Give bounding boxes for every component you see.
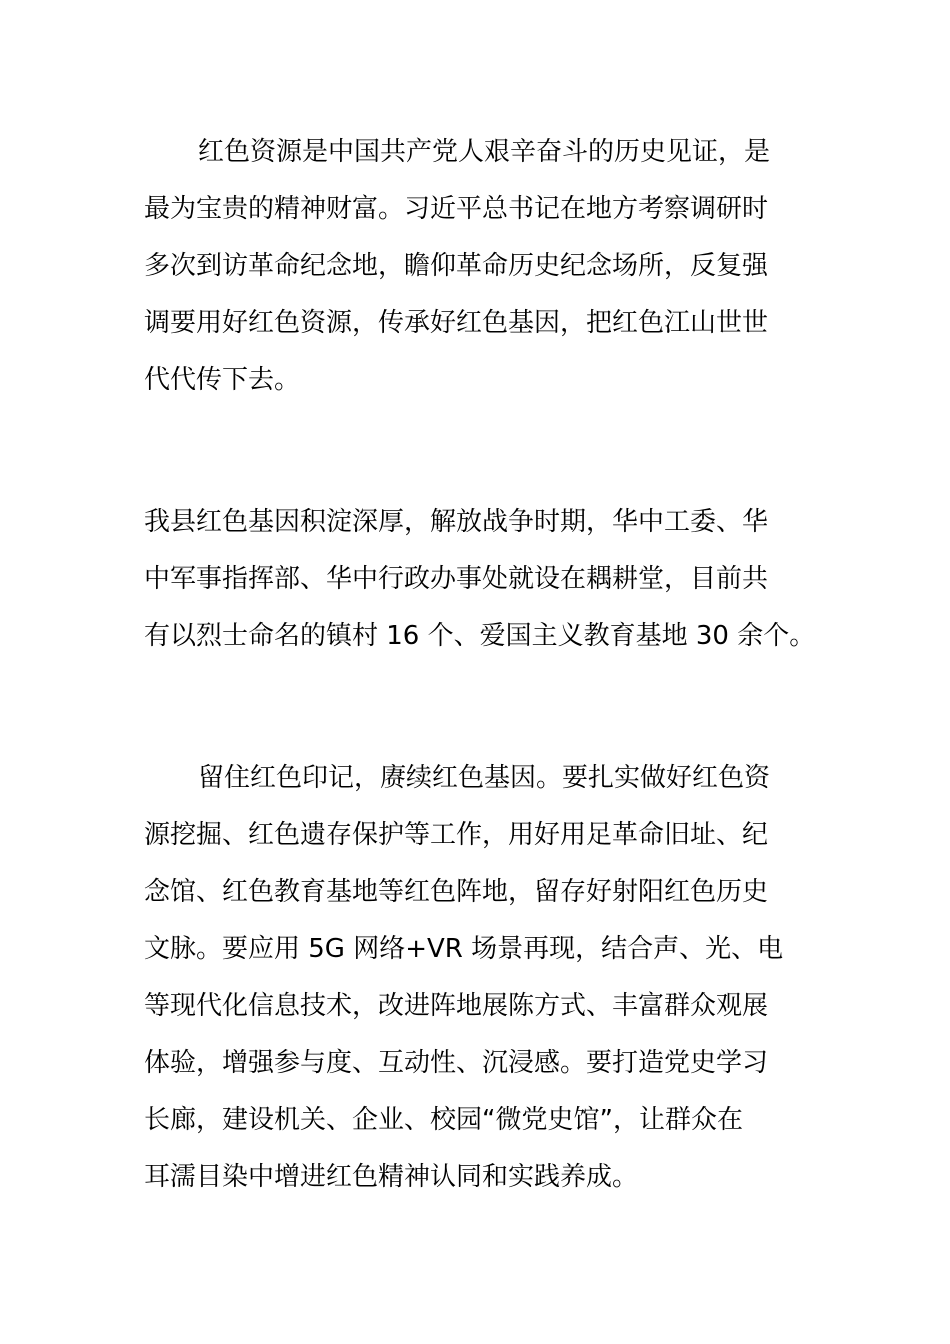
text-line: 多次到访革命纪念地，瞻仰革命历史纪念场所，反复强 [144,251,769,281]
text-line: 中军事指挥部、华中行政办事处就设在耦耕堂，目前共 [144,564,769,594]
text-line: 体验，增强参与度、互动性、沉浸感。要打造党史学习 [144,1048,769,1078]
text-line: 最为宝贵的精神财富。习近平总书记在地方考察调研时 [144,194,769,224]
text-line: 耳濡目染中增进红色精神认同和实践养成。 [144,1162,639,1192]
paragraph-red-resources [144,124,824,409]
text-line: 文脉。要应用 5G 网络+VR 场景再现，结合声、光、电 [144,934,784,964]
text-line: 有以烈士命名的镇村 16 个、爱国主义教育基地 30 余个。 [144,621,816,651]
text-line: 等现代化信息技术，改进阵地展陈方式、丰富群众观展 [144,991,769,1021]
text-line: 长廊，建设机关、企业、校园“微党史馆”，让群众在 [144,1105,743,1135]
text-line: 红色资源是中国共产党人艰辛奋斗的历史见证，是 [198,137,771,167]
text-line: 念馆、红色教育基地等红色阵地，留存好射阳红色历史 [144,877,769,907]
text-line: 调要用好红色资源，传承好红色基因，把红色江山世世 [144,308,769,338]
text-line: 我县红色基因积淀深厚，解放战争时期，华中工委、华 [144,507,769,537]
paragraph-county-heritage [144,494,824,665]
text-line: 代代传下去。 [144,365,301,395]
text-line: 源挖掘、红色遗存保护等工作，用好用足革命旧址、纪 [144,820,769,850]
text-line: 留住红色印记，赓续红色基因。要扎实做好红色资 [198,763,771,793]
paragraph-preserve-red-marks [144,750,824,1206]
